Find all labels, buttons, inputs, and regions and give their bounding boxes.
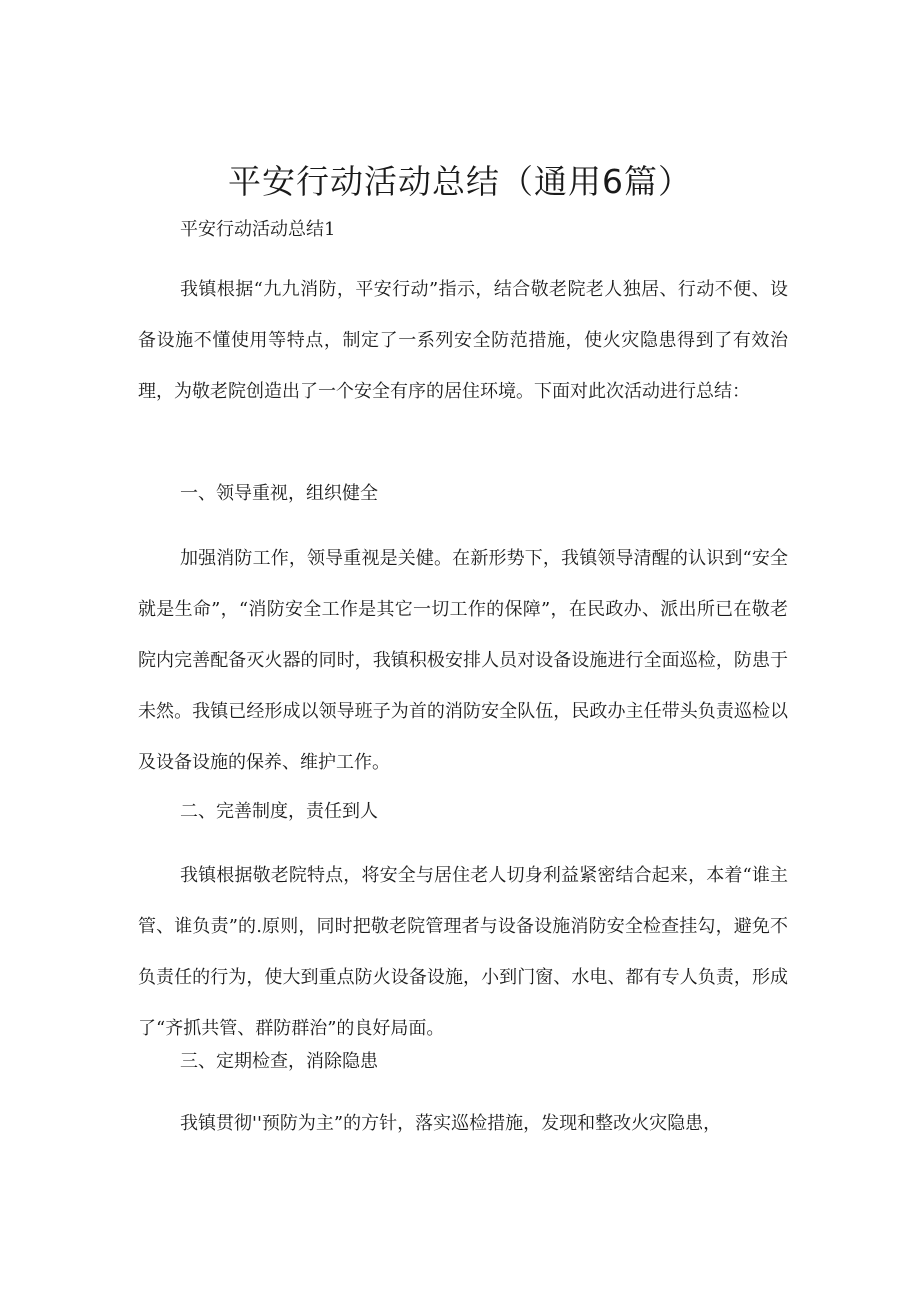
heading-system: 二、完善制度，责任到人 (180, 801, 378, 822)
paragraph-system: 我镇根据敬老院特点，将安全与居住老人切身利益紧密结合起来，本着“谁主管、谁负责”的.原则，同时把敬老院管理者与设备设施消防安全检查挂勾，避免不负责任的行为，使大到重点防火设备设施，小到门窗、水电、都有专人负责，形成了“齐抓共管、群防群治”的良好局面。 (138, 865, 788, 1039)
paragraph-inspection: 我镇贯彻''预防为主”的方针，落实巡检措施，发现和整改火灾隐患， (180, 1113, 722, 1134)
document-title: 平安行动活动总结（通用6篇） (228, 162, 692, 201)
heading-leadership: 一、领导重视，组织健全 (180, 483, 378, 504)
section-subtitle: 平安行动活动总结1 (180, 219, 336, 240)
paragraph-intro: 我镇根据“九九消防，平安行动”指示，结合敬老院老人独居、行动不便、设备设施不懂使用等特点，制定了一系列安全防范措施，使火灾隐患得到了有效治理，为敬老院创造出了一个安全有序的居住环境。下面对此次活动进行总结： (138, 279, 788, 402)
paragraph-leadership: 加强消防工作，领导重视是关健。在新形势下，我镇领导清醒的认识到“安全就是生命”，“消防安全工作是其它一切工作的保障”，在民政办、派出所已在敬老院内完善配备灭火器的同时，我镇积极安排人员对设备设施进行全面巡检，防患于未然。我镇已经形成以领导班子为首的消防安全队伍，民政办主任带头负责巡检以及设备设施的保养、维护工作。 (138, 548, 788, 773)
heading-inspection: 三、定期检查，消除隐患 (180, 1051, 378, 1072)
